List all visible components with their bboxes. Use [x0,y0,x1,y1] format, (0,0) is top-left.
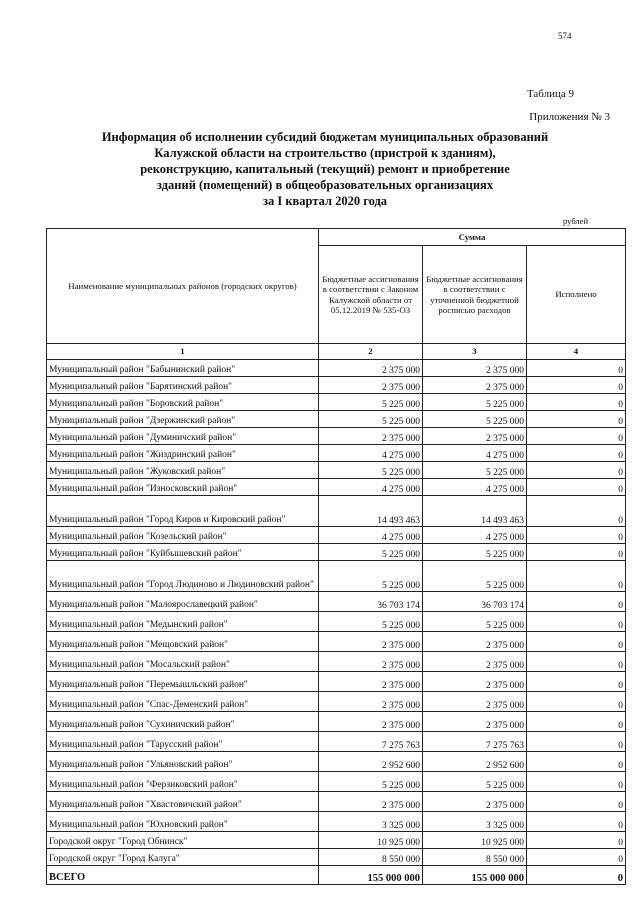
executed-amount: 0 [527,360,626,377]
budget-amount: 14 493 463 [423,496,527,527]
annex-label: Приложения № 3 [529,111,610,123]
law-amount: 5 225 000 [319,394,423,411]
executed-amount: 0 [527,812,626,832]
law-amount: 2 375 000 [319,652,423,672]
law-amount: 4 275 000 [319,527,423,544]
budget-amount: 2 952 600 [423,752,527,772]
district-name: Муниципальный район "Малоярославецкий район" [47,592,319,612]
title-line: за I квартал 2020 года [262,194,388,208]
district-name: Муниципальный район "Перемышльский район" [47,672,319,692]
table-row [47,792,626,812]
budget-amount: 4 275 000 [423,479,527,496]
district-name: Муниципальный район "Износковский район" [47,479,319,496]
budget-amount: 2 375 000 [423,692,527,712]
law-amount: 36 703 174 [319,592,423,612]
district-name: Муниципальный район "Барятинский район" [47,377,319,394]
law-amount: 2 952 600 [319,752,423,772]
header-sum-group: Сумма [319,229,626,246]
executed-amount: 0 [527,652,626,672]
table-row [47,732,626,752]
district-name: Муниципальный район "Куйбышевский район" [47,544,319,561]
law-amount: 5 225 000 [319,544,423,561]
law-amount: 2 375 000 [319,632,423,652]
table-row [47,445,626,462]
budget-amount: 5 225 000 [423,561,527,592]
table-row [47,360,626,377]
district-name: Муниципальный район "Дзержинский район" [47,411,319,428]
district-name: Муниципальный район "Спас-Деменский район" [47,692,319,712]
table-row [47,632,626,652]
law-amount: 2 375 000 [319,692,423,712]
budget-amount: 2 375 000 [423,672,527,692]
executed-amount: 0 [527,772,626,792]
district-name: Муниципальный район "Козельский район" [47,527,319,544]
executed-amount: 0 [527,632,626,652]
title-line: Информация об исполнении субсидий бюджетам муниципальных образований [101,130,549,144]
district-name: Муниципальный район "Ферзиковский район" [47,772,319,792]
executed-amount: 0 [527,428,626,445]
units-label: рублей [563,216,588,226]
title-line: реконструкцию, капитальный (текущий) ремонт и приобретение [140,162,510,176]
column-number: 2 [319,344,423,360]
district-name: Муниципальный район "Тарусский район" [47,732,319,752]
document-title [60,129,590,209]
executed-amount: 0 [527,394,626,411]
page-number: 574 [558,31,572,41]
law-amount: 4 275 000 [319,479,423,496]
budget-amount: 5 225 000 [423,411,527,428]
executed-amount: 0 [527,561,626,592]
table-row [47,561,626,592]
district-name: Муниципальный район "Город Киров и Кировский район" [47,496,319,527]
law-amount: 2 375 000 [319,712,423,732]
executed-amount: 0 [527,732,626,752]
executed-amount: 0 [527,712,626,732]
district-name: Городской округ "Город Калуга" [47,849,319,866]
table-row [47,832,626,849]
district-name: Муниципальный район "Бабынинский район" [47,360,319,377]
column-number: 1 [47,344,319,360]
budget-amount: 2 375 000 [423,712,527,732]
budget-amount: 4 275 000 [423,527,527,544]
table-row [47,544,626,561]
table-row [47,712,626,732]
budget-amount: 5 225 000 [423,544,527,561]
header-law-column: Бюджетные ассигнования в соответствии с Законом Калужской области от 05.12.2019 № 535-ОЗ [319,246,423,344]
executed-amount: 0 [527,445,626,462]
district-name: Муниципальный район "Сухиничский район" [47,712,319,732]
executed-amount: 0 [527,672,626,692]
table-row [47,527,626,544]
law-amount: 7 275 763 [319,732,423,752]
district-name: Муниципальный район "Жиздринский район" [47,445,319,462]
budget-amount: 3 325 000 [423,812,527,832]
executed-amount: 0 [527,496,626,527]
district-name: Муниципальный район "Мещовский район" [47,632,319,652]
budget-amount: 7 275 763 [423,732,527,752]
total-law-amount: 155 000 000 [319,866,423,885]
district-name: Муниципальный район "Боровский район" [47,394,319,411]
budget-amount: 36 703 174 [423,592,527,612]
table-row [47,592,626,612]
budget-amount: 5 225 000 [423,612,527,632]
total-row [47,866,626,885]
table-row [47,772,626,792]
header-executed-column: Исполнено [527,246,626,344]
table-row [47,496,626,527]
table-row [47,612,626,632]
executed-amount: 0 [527,612,626,632]
table-row [47,377,626,394]
executed-amount: 0 [527,411,626,428]
budget-amount: 2 375 000 [423,632,527,652]
table-row [47,849,626,866]
executed-amount: 0 [527,544,626,561]
table-row [47,672,626,692]
executed-amount: 0 [527,832,626,849]
total-executed-amount: 0 [527,866,626,885]
executed-amount: 0 [527,527,626,544]
law-amount: 8 550 000 [319,849,423,866]
district-name: Муниципальный район "Юхновский район" [47,812,319,832]
table-row [47,652,626,672]
law-amount: 3 325 000 [319,812,423,832]
district-name: Муниципальный район "Думиничский район" [47,428,319,445]
budget-amount: 5 225 000 [423,462,527,479]
law-amount: 2 375 000 [319,377,423,394]
budget-amount: 2 375 000 [423,360,527,377]
law-amount: 5 225 000 [319,462,423,479]
budget-amount: 10 925 000 [423,832,527,849]
district-name: Муниципальный район "Город Людиново и Людиновский район" [47,561,319,592]
district-name: Муниципальный район "Мосальский район" [47,652,319,672]
budget-amount: 4 275 000 [423,445,527,462]
table-row [47,428,626,445]
table-row [47,692,626,712]
header-name-column: Наименование муниципальных районов (городских округов) [47,229,319,344]
law-amount: 4 275 000 [319,445,423,462]
budget-amount: 2 375 000 [423,792,527,812]
executed-amount: 0 [527,792,626,812]
budget-amount: 2 375 000 [423,428,527,445]
budget-amount: 5 225 000 [423,772,527,792]
budget-amount: 8 550 000 [423,849,527,866]
executed-amount: 0 [527,377,626,394]
column-number: 3 [423,344,527,360]
executed-amount: 0 [527,849,626,866]
law-amount: 2 375 000 [319,360,423,377]
table-body [47,360,626,866]
total-budget-amount: 155 000 000 [423,866,527,885]
budget-amount: 2 375 000 [423,377,527,394]
executed-amount: 0 [527,692,626,712]
table-row [47,752,626,772]
total-label: ВСЕГО [47,866,319,885]
law-amount: 5 225 000 [319,612,423,632]
subsidy-table [46,228,626,885]
district-name: Муниципальный район "Медынский район" [47,612,319,632]
law-amount: 14 493 463 [319,496,423,527]
budget-amount: 5 225 000 [423,394,527,411]
law-amount: 2 375 000 [319,792,423,812]
district-name: Муниципальный район "Ульяновский район" [47,752,319,772]
law-amount: 5 225 000 [319,411,423,428]
executed-amount: 0 [527,592,626,612]
table-row [47,812,626,832]
column-number: 4 [527,344,626,360]
title-line: зданий (помещений) в общеобразовательных организациях [156,178,494,192]
executed-amount: 0 [527,752,626,772]
law-amount: 2 375 000 [319,672,423,692]
table-row [47,411,626,428]
executed-amount: 0 [527,462,626,479]
district-name: Муниципальный район "Хвастовичский район" [47,792,319,812]
title-line: Калужской области на строительство (пристрой к зданиям), [154,146,496,160]
district-name: Городской округ "Город Обнинск" [47,832,319,849]
law-amount: 2 375 000 [319,428,423,445]
table-label: Таблица 9 [526,88,574,100]
header-budget-column: Бюджетные ассигнования в соответствии с уточненной бюджетной росписью расходов [423,246,527,344]
budget-amount: 2 375 000 [423,652,527,672]
table-row [47,462,626,479]
table-row [47,394,626,411]
law-amount: 10 925 000 [319,832,423,849]
law-amount: 5 225 000 [319,561,423,592]
law-amount: 5 225 000 [319,772,423,792]
executed-amount: 0 [527,479,626,496]
table-row [47,479,626,496]
district-name: Муниципальный район "Жуковский район" [47,462,319,479]
